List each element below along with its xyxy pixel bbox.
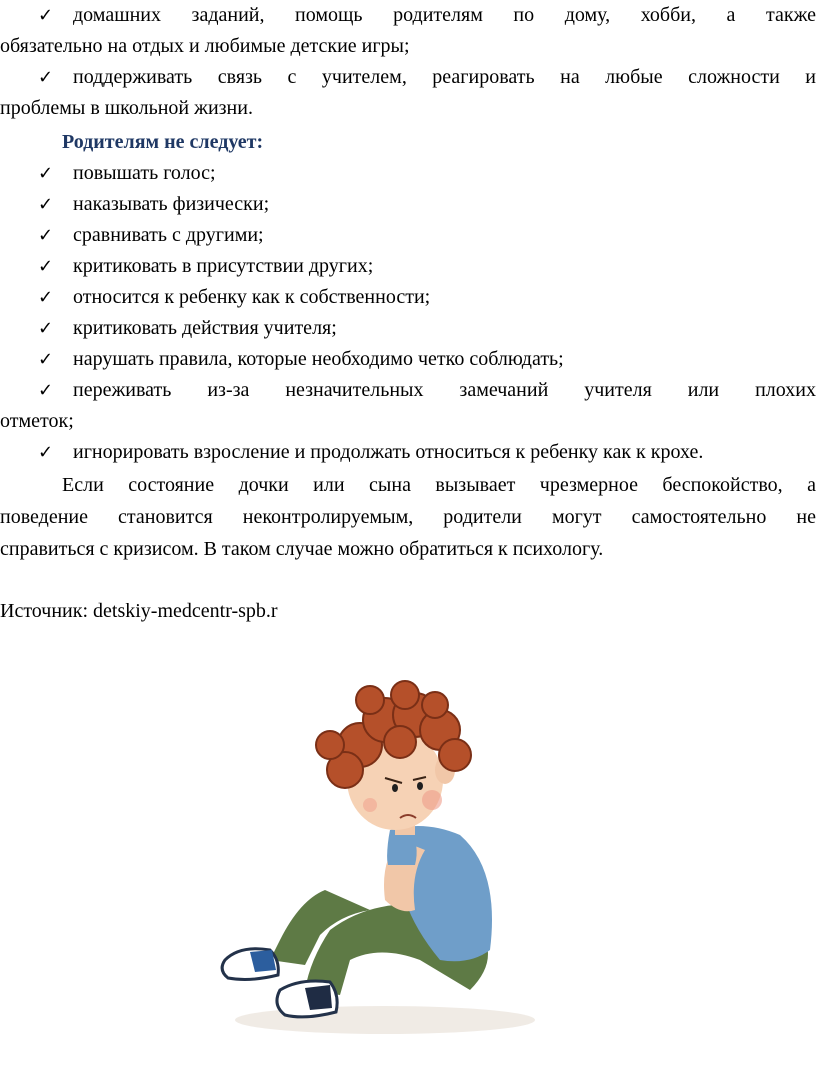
- list-item: [0, 344, 816, 375]
- closing-paragraph-line: [0, 502, 816, 533]
- list-item-continuation: [0, 93, 816, 124]
- checkmark-icon: ✓: [38, 67, 54, 88]
- list-item: [0, 189, 816, 220]
- source-line: Источник: detskiy-medcentr-spb.r: [0, 600, 278, 622]
- sad-boy-illustration: [210, 660, 540, 1060]
- checkmark-icon: ✓: [38, 318, 54, 339]
- list-item-text: обязательно на отдых и любимые детские игры;: [0, 35, 410, 57]
- list-item-text: критиковать действия учителя;: [73, 317, 337, 339]
- list-item-text: переживать из-за незначительных замечаний учителя или плохих: [73, 379, 816, 401]
- paragraph-text: справиться с кризисом. В таком случае можно обратиться к психологу.: [0, 538, 604, 560]
- list-item-text: относится к ребенку как к собственности;: [73, 286, 431, 308]
- list-item: [0, 62, 816, 93]
- checkmark-icon: ✓: [38, 194, 54, 215]
- checkmark-icon: ✓: [38, 287, 54, 308]
- paragraph-text: поведение становится неконтролируемым, родители могут самостоятельно не: [0, 506, 816, 528]
- list-item-text: отметок;: [0, 410, 74, 432]
- list-item: [0, 437, 816, 468]
- checkmark-icon: ✓: [38, 5, 54, 26]
- list-item: [0, 158, 816, 189]
- list-item-text: нарушать правила, которые необходимо четко соблюдать;: [73, 348, 564, 370]
- list-item-text: сравнивать с другими;: [73, 224, 264, 246]
- checkmark-icon: ✓: [38, 256, 54, 277]
- list-item-text: домашних заданий, помощь родителям по дому, хобби, а также: [73, 4, 816, 26]
- list-item: [0, 313, 816, 344]
- list-item-text: повышать голос;: [73, 162, 216, 184]
- list-item-text: критиковать в присутствии других;: [73, 255, 374, 277]
- checkmark-icon: ✓: [38, 163, 54, 184]
- list-item-text: наказывать физически;: [73, 193, 270, 215]
- checkmark-icon: ✓: [38, 380, 54, 401]
- list-item: [0, 251, 816, 282]
- list-item: [0, 282, 816, 313]
- list-item: [0, 0, 816, 31]
- list-item: [0, 220, 816, 251]
- checkmark-icon: ✓: [38, 225, 54, 246]
- closing-paragraph-line: [0, 534, 816, 565]
- checkmark-icon: ✓: [38, 349, 54, 370]
- paragraph-text: Если состояние дочки или сына вызывает чрезмерное беспокойство, а: [62, 474, 816, 496]
- list-item-text: проблемы в школьной жизни.: [0, 97, 253, 119]
- list-item-text: игнорировать взросление и продолжать относиться к ребенку как к крохе.: [73, 441, 704, 463]
- section-heading: Родителям не следует:: [62, 131, 264, 153]
- checkmark-icon: ✓: [38, 442, 54, 463]
- closing-paragraph-line: [0, 470, 816, 501]
- list-item-text: поддерживать связь с учителем, реагировать на любые сложности и: [73, 66, 816, 88]
- list-item-continuation: [0, 406, 816, 437]
- list-item-continuation: [0, 31, 816, 62]
- list-item: [0, 375, 816, 406]
